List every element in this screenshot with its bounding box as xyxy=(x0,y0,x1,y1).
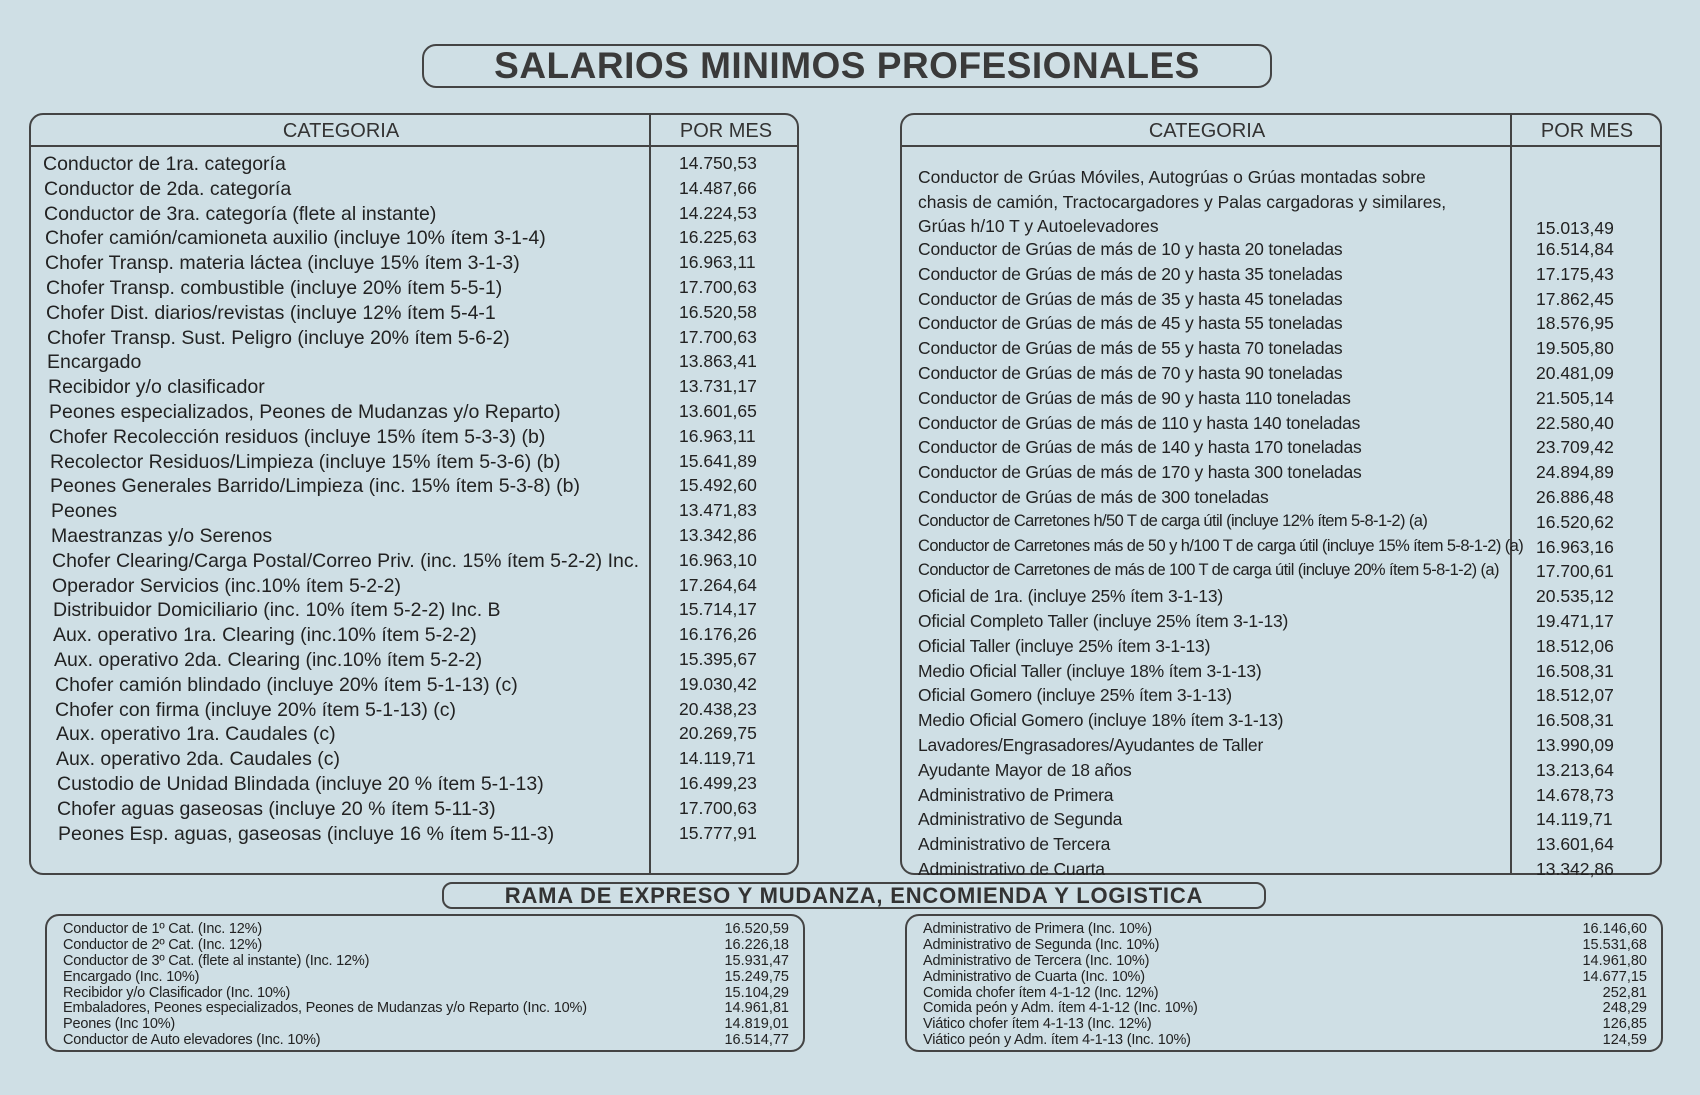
table-row xyxy=(902,537,1660,562)
row-value: 15.641,89 xyxy=(679,450,757,471)
row-value: 13.731,17 xyxy=(679,376,757,397)
row-category: Comida peón y Adm. ítem 4-1-12 (Inc. 10%) xyxy=(923,1000,1198,1017)
row-value: 16.508,31 xyxy=(1536,660,1614,681)
row-category: Recolector Residuos/Limpieza (incluye 15% ítem 5-3-6) (b) xyxy=(50,450,561,473)
left-table-header xyxy=(31,115,797,147)
table-row xyxy=(907,1032,1661,1048)
branch-right-table xyxy=(905,914,1663,1052)
row-category: Peones Generales Barrido/Limpieza (inc. 15% ítem 5-3-8) (b) xyxy=(50,475,580,498)
row-value: 15.931,47 xyxy=(724,952,789,969)
table-row xyxy=(902,487,1660,512)
table-row xyxy=(31,624,797,649)
category-header: CATEGORIA xyxy=(1148,120,1266,142)
table-row xyxy=(31,451,797,476)
row-value: 17.700,61 xyxy=(1536,561,1614,582)
row-value: 20.535,12 xyxy=(1536,586,1614,607)
table-row xyxy=(47,985,803,1001)
row-category: Aux. operativo 1ra. Caudales (c) xyxy=(56,723,336,746)
row-value: 15.104,29 xyxy=(724,984,789,1001)
row-category: Conductor de 1ra. categoría xyxy=(43,153,286,175)
row-value: 248,29 xyxy=(1602,1000,1647,1017)
row-category: Conductor de Auto elevadores (Inc. 10%) xyxy=(63,1032,321,1049)
row-value: 16.226,18 xyxy=(724,936,789,953)
row-category: Conductor de Grúas de más de 20 y hasta 35 toneladas xyxy=(918,263,1343,284)
row-category: Aux. operativo 1ra. Clearing (inc.10% ítem 5-2-2) xyxy=(53,624,477,647)
table-row xyxy=(907,985,1661,1001)
row-value: 16.225,63 xyxy=(679,227,757,248)
row-value: 16.514,84 xyxy=(1536,239,1614,259)
row-category: Chofer con firma (incluye 20% ítem 5-1-13) (c) xyxy=(55,698,456,721)
row-value: 23.709,42 xyxy=(1536,437,1614,458)
table-row xyxy=(31,277,797,302)
row-value: 16.520,59 xyxy=(724,921,789,937)
row-category: Chofer Transp. Sust. Peligro (incluye 20% ítem 5-6-2) xyxy=(47,326,510,349)
row-value: 16.176,26 xyxy=(679,624,757,645)
row-category: Encargado (Inc. 10%) xyxy=(63,968,200,985)
row-category: Operador Servicios (inc.10% ítem 5-2-2) xyxy=(52,574,401,597)
row-category: Conductor de Grúas de más de 300 toneladas xyxy=(918,486,1269,507)
row-value: 19.471,17 xyxy=(1536,610,1614,631)
row-value: 15.777,91 xyxy=(679,822,757,843)
row-category: Administrativo de Tercera (Inc. 10%) xyxy=(923,952,1150,969)
table-row xyxy=(907,921,1661,937)
table-row xyxy=(31,227,797,252)
row-category: Conductor de 1º Cat. (Inc. 12%) xyxy=(63,921,262,937)
row-value: 21.505,14 xyxy=(1536,387,1614,408)
left-table-body xyxy=(31,153,797,847)
table-row xyxy=(47,969,803,985)
table-row xyxy=(31,153,797,178)
right-salary-table xyxy=(900,113,1662,879)
row-category: Conductor de Carretones más de 50 y h/100 T de carga útil (incluye 15% ítem 5-8-1-2) (a) xyxy=(918,536,1524,555)
row-category: Oficial Gomero (incluye 25% ítem 3-1-13) xyxy=(918,685,1232,706)
row-category: Chofer camión/camioneta auxilio (incluye 10% ítem 3-1-4) xyxy=(45,227,546,250)
row-value: 24.894,89 xyxy=(1536,462,1614,483)
table-row xyxy=(47,1000,803,1016)
row-category: Conductor de 3ra. categoría (flete al instante) xyxy=(44,202,437,225)
table-row xyxy=(31,500,797,525)
row-value: 16.520,58 xyxy=(679,301,757,322)
table-row xyxy=(31,302,797,327)
row-value: 15.249,75 xyxy=(724,968,789,985)
table-row xyxy=(31,475,797,500)
table-row xyxy=(31,178,797,203)
table-row xyxy=(902,735,1660,760)
row-value: 13.342,86 xyxy=(1536,858,1614,879)
row-category: Embaladores, Peones especializados, Peones de Mudanzas y/o Reparto (Inc. 10%) xyxy=(63,1000,587,1017)
row-value: 20.481,09 xyxy=(1536,362,1614,383)
row-category: Medio Oficial Gomero (incluye 18% ítem 3-1-13) xyxy=(918,710,1284,731)
table-row xyxy=(31,252,797,277)
table-row xyxy=(31,575,797,600)
table-row xyxy=(902,760,1660,785)
value-header: POR MES xyxy=(1540,120,1634,142)
page-title: SALARIOS MINIMOS PROFESIONALES xyxy=(422,44,1272,88)
table-row xyxy=(31,823,797,848)
category-header: CATEGORIA xyxy=(282,120,400,142)
row-category: Conductor de Grúas de más de 35 y hasta 45 toneladas xyxy=(918,288,1343,309)
row-value: 126,85 xyxy=(1602,1016,1647,1033)
row-value: 14.119,71 xyxy=(1536,809,1613,830)
intro-line: chasis de camión, Tractocargadores y Palas cargadoras y similares, xyxy=(918,191,1447,212)
row-category: Administrativo de Segunda xyxy=(918,809,1123,830)
row-value: 14.224,53 xyxy=(679,202,757,223)
table-row xyxy=(907,953,1661,969)
row-value: 22.580,40 xyxy=(1536,412,1614,433)
row-category: Conductor de Grúas de más de 10 y hasta 20 toneladas xyxy=(918,239,1343,259)
row-category: Custodio de Unidad Blindada (incluye 20 % ítem 5-1-13) xyxy=(57,772,544,795)
branch-right-body xyxy=(907,921,1661,1048)
row-category: Encargado xyxy=(47,351,142,374)
row-value: 13.990,09 xyxy=(1536,734,1614,755)
table-row xyxy=(31,203,797,228)
row-value: 16.508,31 xyxy=(1536,710,1614,731)
table-row xyxy=(907,969,1661,985)
row-category: Aux. operativo 2da. Clearing (inc.10% ítem 5-2-2) xyxy=(54,648,483,671)
row-value: 20.269,75 xyxy=(679,723,757,744)
row-value: 18.512,07 xyxy=(1536,685,1614,706)
row-category: Conductor de Grúas de más de 140 y hasta 170 toneladas xyxy=(918,437,1362,458)
row-category: Chofer Transp. materia láctea (incluye 15% ítem 3-1-3) xyxy=(45,252,520,275)
table-row xyxy=(31,401,797,426)
table-row xyxy=(31,723,797,748)
row-value: 14.819,01 xyxy=(724,1016,789,1033)
row-category: Recibidor y/o clasificador xyxy=(48,376,265,399)
table-row xyxy=(902,685,1660,710)
table-row xyxy=(902,809,1660,834)
table-row xyxy=(31,376,797,401)
row-value: 19.030,42 xyxy=(679,673,757,694)
row-category: Administrativo de Primera xyxy=(918,784,1114,805)
table-row xyxy=(902,462,1660,487)
table-row xyxy=(31,748,797,773)
right-table-body xyxy=(902,239,1660,884)
table-row xyxy=(902,859,1660,884)
row-value: 16.963,11 xyxy=(679,252,756,273)
row-category: Comida chofer ítem 4-1-12 (Inc. 12%) xyxy=(923,984,1159,1001)
row-category: Conductor de Grúas de más de 70 y hasta 90 toneladas xyxy=(918,362,1343,383)
row-value: 17.700,63 xyxy=(679,797,757,818)
table-row xyxy=(47,921,803,937)
table-row xyxy=(907,937,1661,953)
right-table-header xyxy=(902,115,1660,147)
table-row xyxy=(902,239,1660,264)
row-value: 17.175,43 xyxy=(1536,263,1614,284)
row-category: Administrativo de Cuarta xyxy=(918,858,1105,879)
row-category: Conductor de 2da. categoría xyxy=(44,177,292,200)
table-row xyxy=(902,561,1660,586)
row-value: 13.471,83 xyxy=(679,500,757,521)
branch-left-table xyxy=(45,914,805,1052)
row-value: 17.700,63 xyxy=(679,326,757,347)
row-value: 13.601,64 xyxy=(1536,834,1614,855)
row-category: Medio Oficial Taller (incluye 18% ítem 3-1-13) xyxy=(918,660,1262,681)
row-value: 16.963,10 xyxy=(679,549,757,570)
table-row xyxy=(902,636,1660,661)
table-row xyxy=(902,338,1660,363)
intro-value: 15.013,49 xyxy=(1536,218,1614,238)
row-value: 16.963,16 xyxy=(1536,536,1614,557)
row-value: 14.678,73 xyxy=(1536,784,1614,805)
table-row xyxy=(902,363,1660,388)
table-row xyxy=(31,525,797,550)
row-category: Conductor de 3º Cat. (flete al instante) (Inc. 12%) xyxy=(63,952,370,969)
row-category: Chofer Clearing/Carga Postal/Correo Priv. (inc. 15% ítem 5-2-2) Inc. xyxy=(52,549,640,572)
table-row xyxy=(31,798,797,823)
row-category: Distribuidor Domiciliario (inc. 10% ítem 5-2-2) Inc. B xyxy=(53,599,501,622)
cranes-intro-text xyxy=(918,165,1446,239)
row-value: 18.512,06 xyxy=(1536,635,1614,656)
row-value: 17.862,45 xyxy=(1536,288,1614,309)
row-category: Conductor de Grúas de más de 110 y hasta 140 toneladas xyxy=(918,412,1361,433)
row-category: Peones xyxy=(51,500,118,523)
row-category: Conductor de Carretones de más de 100 T de carga útil (incluye 20% ítem 5-8-1-2) (a) xyxy=(918,561,1499,580)
row-category: Administrativo de Cuarta (Inc. 10%) xyxy=(923,968,1145,985)
row-category: Administrativo de Tercera xyxy=(918,834,1111,855)
row-category: Viático chofer ítem 4-1-13 (Inc. 12%) xyxy=(923,1016,1152,1033)
row-value: 16.963,11 xyxy=(679,425,756,446)
table-row xyxy=(31,674,797,699)
table-row xyxy=(31,550,797,575)
row-value: 14.961,80 xyxy=(1582,952,1647,969)
row-value: 13.342,86 xyxy=(679,524,757,545)
table-row xyxy=(47,953,803,969)
row-value: 14.750,53 xyxy=(679,153,757,173)
table-row xyxy=(31,327,797,352)
row-value: 16.514,77 xyxy=(724,1032,789,1049)
table-row xyxy=(907,1000,1661,1016)
table-row xyxy=(47,1032,803,1048)
row-value: 15.531,68 xyxy=(1582,936,1647,953)
row-category: Conductor de Carretones h/50 T de carga útil (incluye 12% ítem 5-8-1-2) (a) xyxy=(918,511,1428,530)
row-category: Oficial Completo Taller (incluye 25% ítem 3-1-13) xyxy=(918,610,1289,631)
row-value: 13.213,64 xyxy=(1536,759,1614,780)
table-row xyxy=(902,264,1660,289)
row-category: Peones Esp. aguas, gaseosas (incluye 16 % ítem 5-11-3) xyxy=(58,822,555,845)
row-category: Recibidor y/o Clasificador (Inc. 10%) xyxy=(63,984,291,1001)
table-row xyxy=(31,649,797,674)
row-category: Administrativo de Primera (Inc. 10%) xyxy=(923,921,1152,937)
table-row xyxy=(902,661,1660,686)
row-category: Oficial Taller (incluye 25% ítem 3-1-13) xyxy=(918,635,1211,656)
table-row xyxy=(47,937,803,953)
table-row xyxy=(902,586,1660,611)
row-value: 16.520,62 xyxy=(1536,511,1614,532)
table-row xyxy=(31,351,797,376)
row-value: 26.886,48 xyxy=(1536,486,1614,507)
table-row xyxy=(31,599,797,624)
row-category: Viático peón y Adm. ítem 4-1-13 (Inc. 10%) xyxy=(923,1032,1191,1049)
table-row xyxy=(902,289,1660,314)
row-value: 16.146,60 xyxy=(1582,921,1647,937)
row-value: 252,81 xyxy=(1602,984,1647,1001)
left-salary-table xyxy=(29,113,799,875)
row-value: 124,59 xyxy=(1602,1032,1647,1049)
row-category: Chofer Transp. combustible (incluye 20% ítem 5-5-1) xyxy=(46,276,503,299)
table-row xyxy=(902,388,1660,413)
branch-left-body xyxy=(47,921,803,1048)
row-category: Conductor de Grúas de más de 55 y hasta 70 toneladas xyxy=(918,338,1343,359)
row-category: Administrativo de Segunda (Inc. 10%) xyxy=(923,936,1160,953)
table-row xyxy=(907,1016,1661,1032)
row-category: Chofer Dist. diarios/revistas (incluye 12% ítem 5-4-1 xyxy=(46,301,496,324)
row-category: Aux. operativo 2da. Caudales (c) xyxy=(56,748,340,771)
row-category: Lavadores/Engrasadores/Ayudantes de Taller xyxy=(918,734,1264,755)
row-value: 15.714,17 xyxy=(679,599,757,620)
row-value: 13.863,41 xyxy=(679,351,757,372)
table-row xyxy=(902,611,1660,636)
row-value: 18.576,95 xyxy=(1536,313,1614,334)
branch-title: RAMA DE EXPRESO Y MUDANZA, ENCOMIENDA Y LOGISTICA xyxy=(442,882,1266,909)
row-value: 17.264,64 xyxy=(679,574,757,595)
row-category: Chofer Recolección residuos (incluye 15% ítem 5-3-3) (b) xyxy=(49,425,546,448)
table-row xyxy=(31,773,797,798)
table-row xyxy=(902,710,1660,735)
table-row xyxy=(902,785,1660,810)
row-value: 16.499,23 xyxy=(679,772,757,793)
table-row xyxy=(902,437,1660,462)
table-row xyxy=(31,426,797,451)
row-value: 14.961,81 xyxy=(724,1000,789,1017)
row-category: Chofer camión blindado (incluye 20% ítem 5-1-13) (c) xyxy=(55,673,518,696)
row-category: Maestranzas y/o Serenos xyxy=(51,524,273,547)
intro-line: Grúas h/10 T y Autoelevadores xyxy=(918,216,1159,236)
row-value: 19.505,80 xyxy=(1536,338,1614,359)
row-value: 14.487,66 xyxy=(679,177,757,198)
row-value: 20.438,23 xyxy=(679,698,757,719)
table-row xyxy=(902,313,1660,338)
row-category: Peones especializados, Peones de Mudanzas y/o Reparto) xyxy=(49,400,561,423)
row-value: 14.677,15 xyxy=(1582,968,1647,985)
table-row xyxy=(902,413,1660,438)
row-category: Ayudante Mayor de 18 años xyxy=(918,759,1132,780)
row-category: Conductor de Grúas de más de 90 y hasta 110 toneladas xyxy=(918,387,1351,408)
row-category: Chofer aguas gaseosas (incluye 20 % ítem 5-11-3) xyxy=(57,797,496,820)
intro-line: Conductor de Grúas Móviles, Autogrúas o Grúas montadas sobre xyxy=(918,167,1426,187)
row-category: Conductor de 2º Cat. (Inc. 12%) xyxy=(63,936,262,953)
row-category: Conductor de Grúas de más de 45 y hasta 55 toneladas xyxy=(918,313,1343,334)
table-row xyxy=(47,1016,803,1032)
row-category: Conductor de Grúas de más de 170 y hasta 300 toneladas xyxy=(918,462,1362,483)
row-category: Oficial de 1ra. (incluye 25% ítem 3-1-13) xyxy=(918,586,1223,607)
table-row xyxy=(31,699,797,724)
row-value: 13.601,65 xyxy=(679,400,757,421)
value-header: POR MES xyxy=(679,120,773,142)
table-row xyxy=(902,512,1660,537)
row-value: 17.700,63 xyxy=(679,276,757,297)
table-row xyxy=(902,834,1660,859)
row-value: 14.119,71 xyxy=(679,748,756,769)
row-value: 15.395,67 xyxy=(679,648,757,669)
row-category: Peones (Inc 10%) xyxy=(63,1016,176,1033)
row-value: 15.492,60 xyxy=(679,475,757,496)
